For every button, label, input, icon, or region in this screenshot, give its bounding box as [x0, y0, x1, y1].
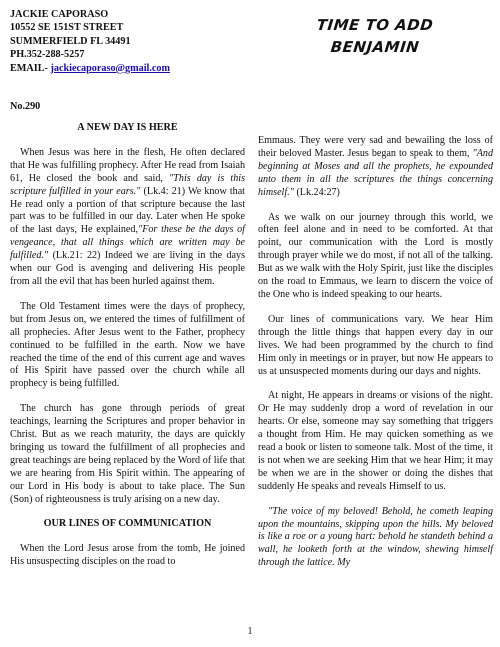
section-title-new-day: A NEW DAY IS HERE: [77, 122, 178, 133]
issue-number: No.290: [10, 101, 41, 112]
email-link[interactable]: jackiecaporaso@gmail.com: [50, 62, 171, 74]
brand-line-1: TIME TO ADD: [315, 16, 435, 34]
paragraph: [258, 135, 493, 200]
scripture-quote: "For these be the days of vengeance, that all things which are written may be fulfilled.": [10, 224, 245, 262]
paragraph: At night, He appears in dreams or visions of the night. Or He may suddenly drop a word of revelation in our hearts. Or else, someone may say something that triggers a thought from Him. He may quicken something as we read a book or listen to someone talk. Most of the time, it is not when we are seeking Him that we hear Him; it may be when we are in the shower or doing the dishes that suddenly He speaks and reveals Himself to us.: [258, 390, 493, 492]
contact-block: [10, 8, 170, 75]
paragraph: When the Lord Jesus arose from the tomb, He joined His unsuspecting disciples on the road to: [10, 543, 245, 568]
brand-line-2: BENJAMIN: [329, 38, 421, 56]
paragraph: Our lines of communications vary. We hear Him through the little things that happen every day in our lives. We had been programmed by the church to find Him only in meetings or in prayer, but now He appears to us at unsuspected moments during our days and nights.: [258, 313, 493, 377]
paragraph: As we walk on our journey through this world, we often feel alone and in need to be comforted. At that point, our communication with the Lord is mostly through prayer while we do most, if not all of the talking. But as we walk with the Holy Spirit, just like the disciples on the road to Emmaus, we learn to discern the voice of the One who is indeed speaking to our hearts.: [258, 211, 493, 300]
scripture-quote: "And beginning at Moses and all the prophets, he expounded unto them in all the scriptures the things concerning himself.": [258, 147, 493, 198]
author-name: JACKIE CAPORASO: [10, 9, 109, 20]
email-label: EMAIL-: [10, 62, 48, 74]
paragraph: The church has gone through periods of great teachings, learning the Scriptures and proper behavior in Christ. But as we reach maturity, the days are quickly bringing us toward the fulfillment of all prophecies and great teachings are being replaced by the Word of life that we are hearing from His Spirit within. The appearing of our Lord in His body is about to take place. The Sun (Son) of righteousness is truly arising on a new day.: [10, 403, 245, 505]
paragraph: [258, 506, 493, 571]
text-run: (Lk.21: 22) Indeed we are living in the days when our God is avenging and delivering His people from all the evil that has been hurled against them.: [10, 250, 245, 287]
left-column: [10, 122, 245, 569]
city-address: SUMMERFIELD FL 34491: [10, 35, 131, 47]
text-run: When Jesus was here in the flesh, He often declared that He was fulfilling prophecy. After He read from Isaiah 61, He closed the book and said,: [10, 146, 245, 184]
page-number: 1: [247, 626, 253, 637]
text-run: Emmaus. They were very sad and bewailing the loss of their beloved Master. Jesus began to speak to them,: [258, 135, 493, 159]
right-column: [258, 135, 493, 570]
text-run: (Lk.24:27): [293, 186, 340, 198]
scripture-quote: "This day is this scripture fulfilled in your ears.": [10, 172, 245, 197]
paragraph: [10, 147, 245, 289]
street-address: 10552 SE 151ST STREET: [10, 22, 124, 34]
section-title-communication: OUR LINES OF COMMUNICATION: [43, 518, 212, 530]
paragraph: The Old Testament times were the days of prophecy, but from Jesus on, we entered the times of fulfillment of all prophecies. After Jesus went to the Father, prophecy continued to be fulfilled in the earth. Now we have reached the time of the end of this current age and waves of His Spirit have passed over the church while all prophecy is being fulfilled.: [10, 300, 245, 390]
scripture-quote: "The voice of my beloved! Behold, he cometh leaping upon the mountains, skipping upon the hills. My beloved is like a roe or a young hart: behold he standeth behind a wall, he looketh forth at the window, shewing himself through the lattice. My: [258, 505, 493, 569]
phone-number: PH.352-288-5257: [10, 49, 85, 61]
email-line: [10, 62, 170, 75]
text-run: (Lk.4: 21) We know that He read only a portion of that scripture because the last part was to be fulfilled in our day. Later when He spoke of the last days, He explained,: [10, 185, 245, 236]
newsletter-brand: [300, 14, 450, 58]
